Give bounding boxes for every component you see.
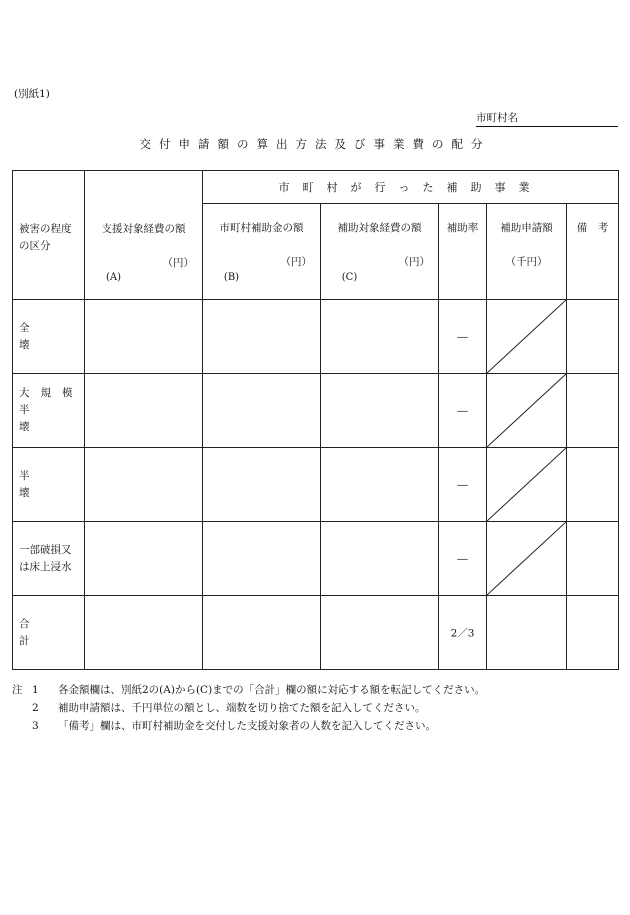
header-subsidy-cost: 補助対象経費の額 （円） (C) (321, 204, 439, 300)
diagonal-strike (487, 448, 566, 521)
header-rate: 補助率 (439, 204, 487, 300)
cell-application-amount-disabled (487, 374, 567, 448)
cell-support-cost[interactable] (85, 374, 203, 448)
cell-support-cost-total[interactable] (85, 596, 203, 670)
attachment-label: (別紙1) (14, 88, 50, 100)
cell-subsidy-cost[interactable] (321, 522, 439, 596)
cell-subsidy-cost-total[interactable] (321, 596, 439, 670)
cell-remarks[interactable] (567, 300, 619, 374)
header-municipal-subsidy: 市町村補助金の額 （円） (B) (203, 204, 321, 300)
cell-municipal-subsidy[interactable] (203, 522, 321, 596)
cell-support-cost[interactable] (85, 448, 203, 522)
row-label-large-scale-half: 大規模 半壊 (13, 374, 85, 448)
cell-municipal-subsidy[interactable] (203, 374, 321, 448)
row-label-total: 合計 (13, 596, 85, 670)
row-label-partial-damage: 一部破損又 は床上浸水 (13, 522, 85, 596)
row-label-full-destruction: 全壊 (13, 300, 85, 374)
cell-remarks[interactable] (567, 374, 619, 448)
diagonal-strike (487, 300, 566, 373)
document-title: 交付申請額の算出方法及び事業費の配分 (139, 137, 491, 151)
cell-subsidy-cost[interactable] (321, 374, 439, 448)
cell-support-cost[interactable] (85, 300, 203, 374)
header-remarks: 備 考 (567, 204, 619, 300)
cell-rate: ― (439, 300, 487, 374)
diagonal-strike (487, 374, 566, 447)
cell-municipal-subsidy-total[interactable] (203, 596, 321, 670)
cell-support-cost[interactable] (85, 522, 203, 596)
cell-municipal-subsidy[interactable] (203, 300, 321, 374)
cell-remarks-total[interactable] (567, 596, 619, 670)
header-municipal-projects: 市町村が行った補助事業 (203, 171, 619, 204)
cell-subsidy-cost[interactable] (321, 300, 439, 374)
cell-application-amount-total[interactable] (487, 596, 567, 670)
header-application-amount: 補助申請額 （千円） (487, 204, 567, 300)
cell-application-amount-disabled (487, 522, 567, 596)
cell-application-amount-disabled (487, 448, 567, 522)
cell-application-amount-disabled (487, 300, 567, 374)
cell-rate-total: 2／3 (439, 596, 487, 670)
row-label-half-destruction: 半壊 (13, 448, 85, 522)
cell-rate: ― (439, 374, 487, 448)
cell-rate: ― (439, 522, 487, 596)
municipality-name-field[interactable]: 市町村名 (476, 110, 618, 127)
notes (12, 681, 485, 735)
cell-remarks[interactable] (567, 448, 619, 522)
header-support-cost: 支援対象経費の額 （円） (A) (85, 171, 203, 300)
cell-subsidy-cost[interactable] (321, 448, 439, 522)
cell-municipal-subsidy[interactable] (203, 448, 321, 522)
note-item: 注 1 各金額欄は、別紙2の(A)から(C)までの「合計」欄の額に対応する額を転記してください。 (12, 684, 486, 696)
note-item: 3 「備考」欄は、市町村補助金を交付した支援対象者の人数を記入してください。 (32, 720, 436, 732)
cell-rate: ― (439, 448, 487, 522)
note-item: 2 補助申請額は、千円単位の額とし、端数を切り捨てた額を記入してください。 (32, 702, 426, 714)
cell-remarks[interactable] (567, 522, 619, 596)
allocation-table (12, 170, 619, 670)
diagonal-strike (487, 522, 566, 595)
header-damage-degree: 被害の程度 の区分 (13, 171, 85, 300)
